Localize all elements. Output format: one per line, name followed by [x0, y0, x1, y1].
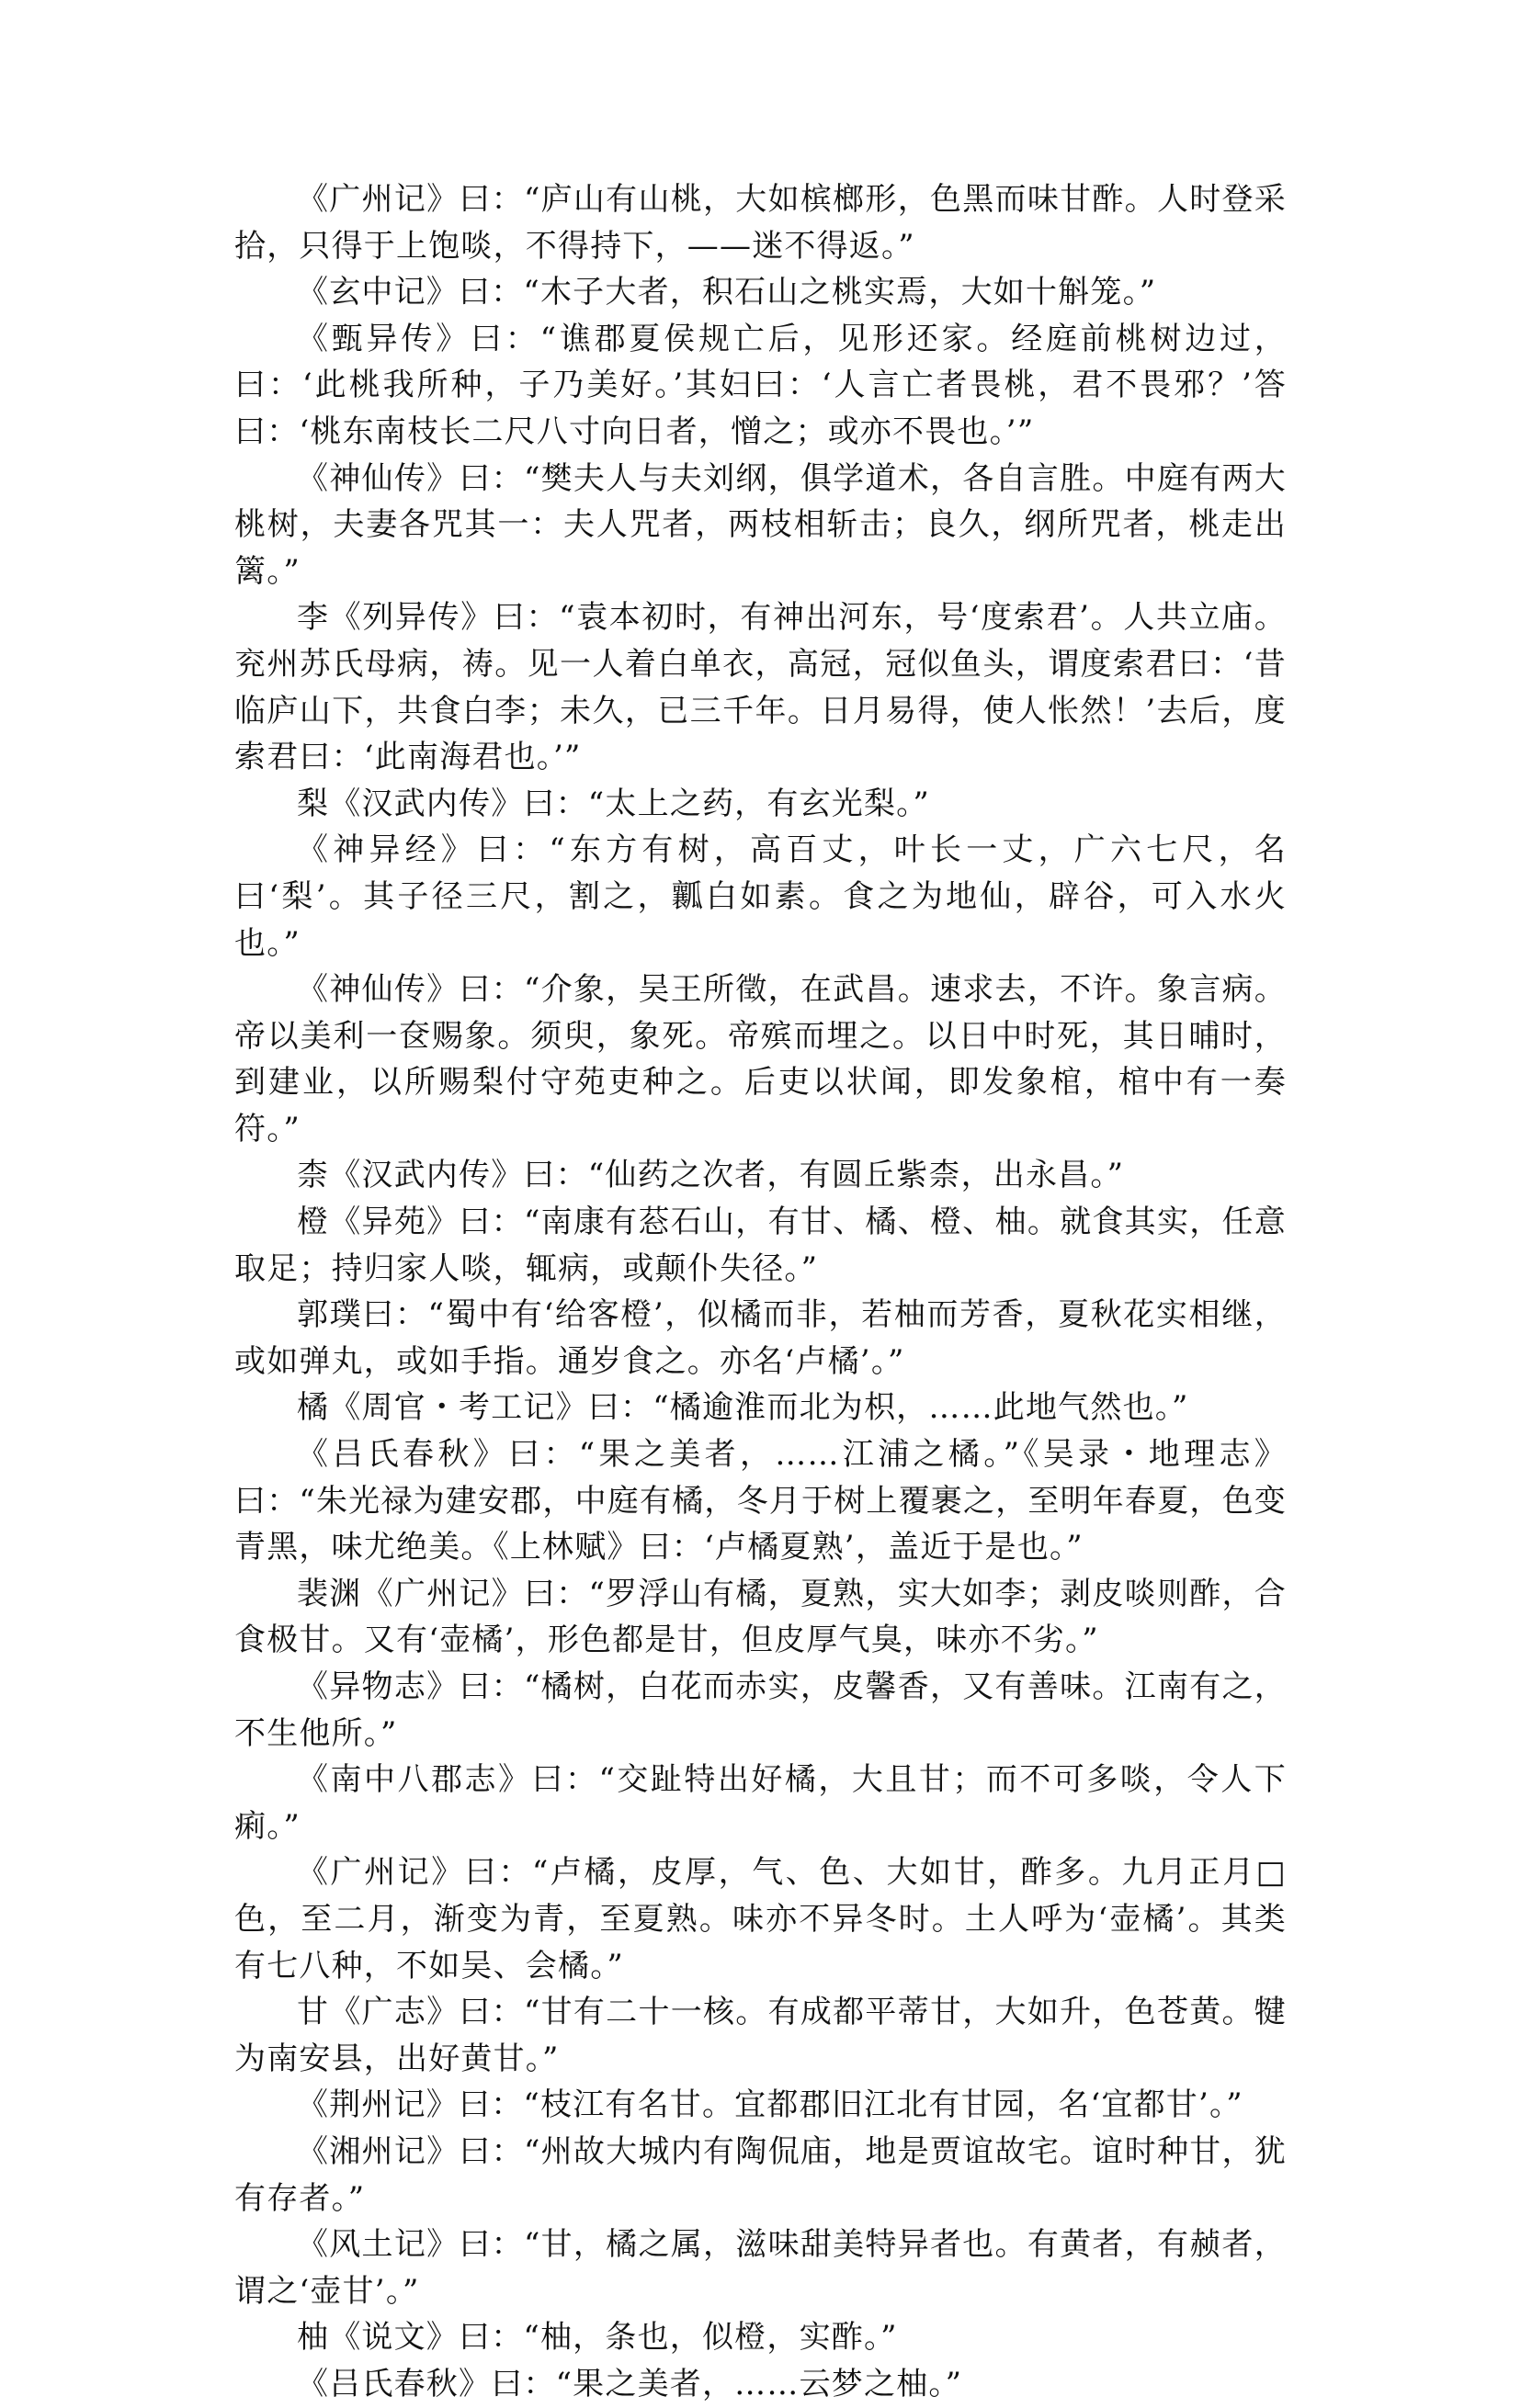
paragraph-guopu: 郭璞曰：“蜀中有‘给客橙’，似橘而非，若柚而芳香，夏秋花实相继，或如弹丸，或如手指。通岁食之。亦名‘卢橘’。” [234, 1296, 1287, 1380]
paragraph-lushichunqiu-pomelo: 《吕氏春秋》曰：“果之美者，……云梦之柚。” [297, 2365, 963, 2402]
paragraph-xuanzhongji: 《玄中记》曰：“木子大者，积石山之桃实焉，大如十斛笼。” [297, 274, 1157, 311]
paragraph-zhenyizhuan: 《甄异传》曰：“谯郡夏侯规亡后，见形还家。经庭前桃树边过，曰：‘此桃我所种，子乃美好。’其妇曰：‘人言亡者畏桃，君不畏邪？’答曰：‘桃东南枝长二尺八寸向日者，憎之；或亦不畏也。’” [234, 320, 1287, 450]
paragraph-jingzhouji: 《荆州记》曰：“枝江有名甘。宜都郡旧江北有甘园，名‘宜都甘’。” [297, 2086, 1243, 2124]
paragraph-fengtuji: 《风土记》曰：“甘，橘之属，滋味甜美特异者也。有黄者，有赪者，谓之‘壶甘’。” [234, 2226, 1287, 2310]
paragraph-shenxianzhuan-peach: 《神仙传》曰：“樊夫人与夫刘纲，俱学道术，各自言胜。中庭有两大桃树，夫妻各咒其一：夫人咒者，两枝相斩击；良久，纲所咒者，桃走出篱。” [234, 459, 1287, 590]
paragraph-tangerine-zhouguan: 橘《周官・考工记》曰：“橘逾淮而北为枳，……此地气然也。” [297, 1389, 1189, 1427]
paragraph-xiangzhouji: 《湘州记》曰：“州故大城内有陶侃庙，地是贾谊故宅。谊时种甘，犹有存者。” [234, 2132, 1287, 2217]
paragraph-plum-lieyizhuan: 李《列异传》曰：“袁本初时，有神出河东，号‘度索君’。人共立庙。兖州苏氏母病，祷。见一人着白单衣，高冠，冠似鱼头，谓度索君曰：‘昔临庐山下，共食白李；未久，已三千年。日月易得，使人怅然！’去后，度索君曰：‘此南海君也。’” [234, 599, 1287, 776]
paragraph-shenyijing: 《神异经》曰：“东方有树，高百丈，叶长一丈，广六七尺，名曰‘梨’。其子径三尺，割之，瓤白如素。食之为地仙，辟谷，可入水火也。” [234, 831, 1287, 962]
paragraph-guangzhouji-peach: 《广州记》曰：“庐山有山桃，大如槟榔形，色黑而味甘酢。人时登采拾，只得于上饱啖，不得持下，——迷不得返。” [234, 181, 1287, 265]
paragraph-lushichunqiu-tangerine: 《吕氏春秋》曰：“果之美者，……江浦之橘。”《吴录・地理志》曰：“朱光禄为建安郡，中庭有橘，冬月于树上覆裹之，至明年春夏，色变青黑，味尤绝美。《上林赋》曰：‘卢橘夏熟’，盖近于是也。” [234, 1436, 1287, 1566]
paragraph-mandarin-guangzhi: 甘《广志》曰：“甘有二十一核。有成都平蒂甘，大如升，色苍黄。犍为南安县，出好黄甘。” [234, 1994, 1287, 2077]
paragraph-peiyuan-guangzhouji: 裴渊《广州记》曰：“罗浮山有橘，夏熟，实大如李；剥皮啖则酢，合食极甘。又有‘壶橘’，形色都是甘，但皮厚气臭，味亦不劣。” [234, 1575, 1287, 1659]
paragraph-guangzhouji-tangerine: 《广州记》曰：“卢橘，皮厚，气、色、大如甘，酢多。九月正月□色，至二月，渐变为青，至夏熟。味亦不异冬时。土人呼为‘壶橘’。其类有七八种，不如吴、会橘。” [234, 1854, 1287, 1984]
paragraph-pear-hanwuneizhuan: 梨《汉武内传》曰：“太上之药，有玄光梨。” [297, 785, 930, 822]
document-body [234, 176, 1287, 2408]
paragraph-crabapple-hanwuneizhuan: 柰《汉武内传》曰：“仙药之次者，有圆丘紫柰，出永昌。” [297, 1157, 1125, 1194]
paragraph-shenxianzhuan-pear: 《神仙传》曰：“介象，吴王所徵，在武昌。速求去，不许。象言病。帝以美利一奁赐象。须臾，象死。帝殡而埋之。以日中时死，其日晡时，到建业，以所赐梨付守苑吏种之。后吏以状闻，即发象棺，棺中有一奏符。” [234, 971, 1287, 1147]
paragraph-orange-yiyuan: 橙《异苑》曰：“南康有䓗石山，有甘、橘、橙、柚。就食其实，任意取足；持归家人啖，辄病，或颠仆失径。” [234, 1204, 1287, 1287]
paragraph-pomelo-shuowen: 柚《说文》曰：“柚，条也，似橙，实酢。” [297, 2319, 898, 2357]
paragraph-nanzhongbajunzhi: 《南中八郡志》曰：“交趾特出好橘，大且甘；而不可多啖，令人下痢。” [234, 1761, 1287, 1845]
paragraph-yiwuzhi: 《异物志》曰：“橘树，白花而赤实，皮馨香，又有善味。江南有之，不生他所。” [234, 1668, 1287, 1752]
